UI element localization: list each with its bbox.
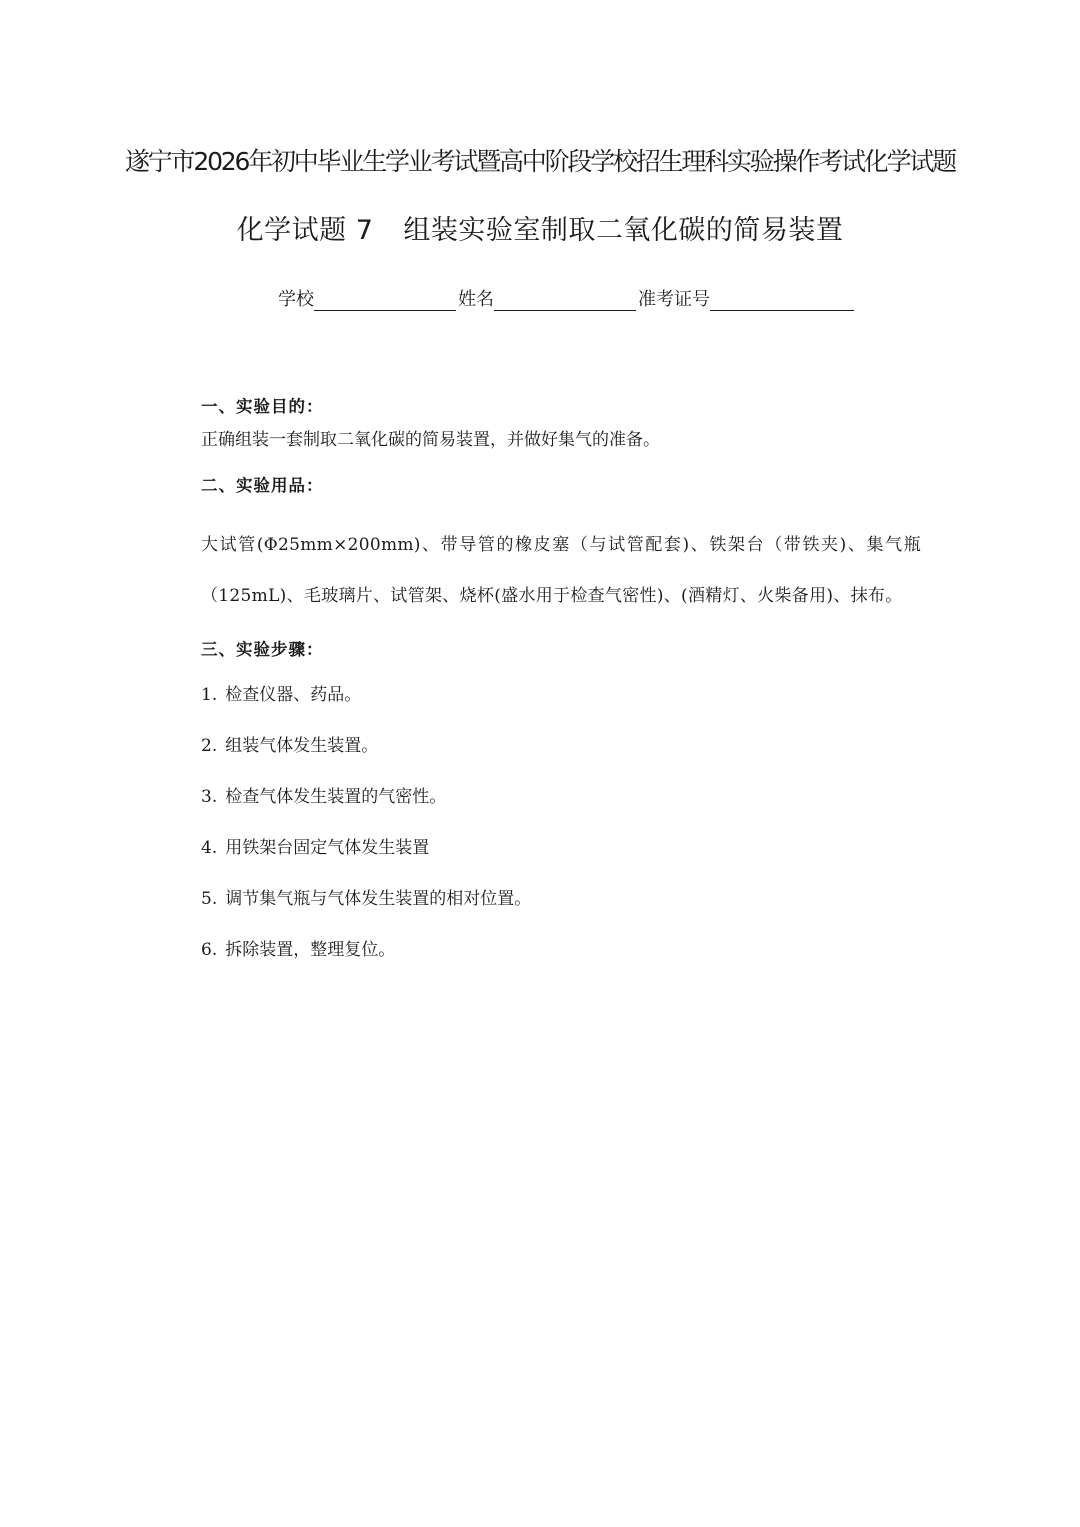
step-text: 组装气体发生装置。 <box>225 736 379 756</box>
purpose-heading: 一、实验目的： <box>201 397 324 416</box>
name-label: 姓名 <box>458 289 494 310</box>
exam-content <box>201 393 921 984</box>
step-number: 2. <box>201 736 218 756</box>
steps-list <box>201 678 921 984</box>
experiment-title <box>0 208 1080 247</box>
materials-heading: 二、实验用品： <box>201 476 324 495</box>
step-item <box>201 831 921 882</box>
step-text: 检查气体发生装置的气密性。 <box>225 787 447 807</box>
experiment-number: 化学试题 7 <box>236 215 374 246</box>
step-item <box>201 678 921 729</box>
experiment-topic: 组装实验室制取二氧化碳的简易装置 <box>403 215 844 246</box>
step-text: 拆除装置，整理复位。 <box>225 940 396 960</box>
step-number: 6. <box>201 940 218 960</box>
name-field[interactable] <box>494 290 636 311</box>
materials-text: 大试管(Φ25mm×200mm)、带导管的橡皮塞（与试管配套)、铁架台（带铁夹)、集气瓶（125mL)、毛玻璃片、试管架、烧杯(盛水用于检查气密性)、(酒精灯、火柴备用)、抹布。 <box>201 535 921 606</box>
exam-id-label: 准考证号 <box>638 289 710 310</box>
step-number: 1. <box>201 685 218 705</box>
step-item <box>201 780 921 831</box>
step-number: 3. <box>201 787 218 807</box>
step-number: 5. <box>201 889 218 909</box>
step-number: 4. <box>201 838 218 858</box>
step-item <box>201 729 921 780</box>
step-text: 检查仪器、药品。 <box>225 685 362 705</box>
step-item <box>201 882 921 933</box>
candidate-info-fields <box>278 285 856 311</box>
step-text: 调节集气瓶与气体发生装置的相对位置。 <box>225 889 532 909</box>
purpose-text: 正确组装一套制取二氧化碳的简易装置，并做好集气的准备。 <box>201 430 660 450</box>
exam-header-title: 遂宁市2026年初中毕业生学业考试暨高中阶段学校招生理科实验操作考试化学试题 <box>124 147 956 176</box>
step-item <box>201 933 921 984</box>
step-text: 用铁架台固定气体发生装置 <box>225 838 430 858</box>
school-field[interactable] <box>314 290 456 311</box>
steps-heading: 三、实验步骤： <box>201 640 324 659</box>
school-label: 学校 <box>278 289 314 310</box>
exam-id-field[interactable] <box>710 290 854 311</box>
